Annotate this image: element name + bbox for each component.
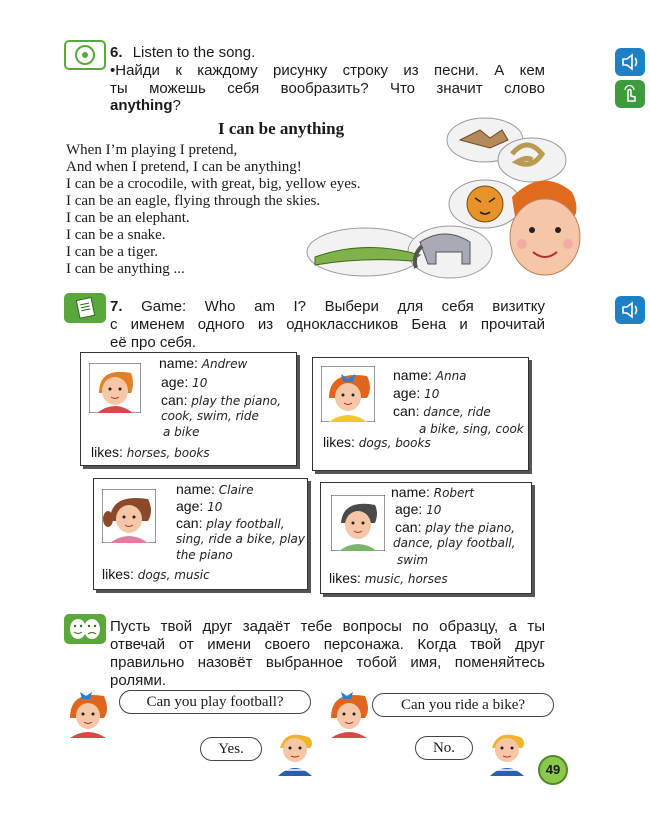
exercise-instruction: Listen to the song. xyxy=(132,44,256,61)
girl-character xyxy=(327,688,371,738)
card-can-row xyxy=(395,520,515,536)
card-can-line: a bike xyxy=(163,425,200,439)
speech-bubble-answer-1: Yes. xyxy=(200,737,262,761)
avatar xyxy=(321,366,375,422)
exercise-7-line-1 xyxy=(110,298,545,316)
speaker-icon xyxy=(615,296,645,324)
card-can-line: play the piano, xyxy=(425,521,516,535)
card-can-line: cook, swim, ride xyxy=(161,409,259,423)
business-card-robert[interactable] xyxy=(320,482,532,594)
touch-icon xyxy=(615,80,645,108)
card-likes-row xyxy=(91,445,210,461)
exercise-6-task-line-3 xyxy=(110,97,181,115)
card-name: Andrew xyxy=(201,357,248,371)
card-likes: music, horses xyxy=(364,572,448,586)
exercise-6-task-line-2 xyxy=(110,80,545,98)
card-likes-row xyxy=(329,571,448,587)
card-age-row xyxy=(161,375,207,391)
card-likes-row xyxy=(102,567,210,583)
card-can-row xyxy=(176,516,285,532)
exercise-text: Game: Who am I? Выбери для себя визитку xyxy=(141,298,545,315)
can-label: can: xyxy=(393,403,420,419)
age-label: age: xyxy=(393,385,421,401)
business-card-andrew[interactable] xyxy=(80,352,297,466)
faces-icon xyxy=(64,614,106,644)
card-name-row xyxy=(159,356,247,372)
song-line: I can be a snake. xyxy=(66,227,166,243)
name-label: name: xyxy=(159,355,198,371)
exercise-7-line-2: с именем одного из одноклассников Бена и прочитай xyxy=(110,316,545,333)
can-label: can: xyxy=(161,392,188,408)
card-age: 10 xyxy=(207,500,223,514)
boy-face xyxy=(510,199,580,275)
card-can-line: play football, xyxy=(206,517,285,531)
card-can-line: play the piano, xyxy=(191,394,282,408)
song-line: I can be anything ... xyxy=(66,261,185,277)
speech-bubble-question-2: Can you ride a bike? xyxy=(372,693,554,717)
card-likes-row xyxy=(323,435,431,451)
avatar xyxy=(102,489,156,543)
likes-label: likes: xyxy=(102,566,134,582)
cd-icon xyxy=(64,40,106,70)
pair-work-line-4: ролями. xyxy=(110,672,167,689)
card-can-line: sing, ride a bike, play xyxy=(176,532,306,546)
song-title: I can be anything xyxy=(218,119,345,138)
can-label: can: xyxy=(395,519,422,535)
song-line: I can be a crocodile, with great, big, yellow eyes. xyxy=(66,176,361,192)
card-age: 10 xyxy=(426,503,442,517)
exercise-number: 7. xyxy=(110,298,123,315)
card-name: Claire xyxy=(218,483,254,497)
likes-label: likes: xyxy=(91,444,123,460)
card-likes: dogs, music xyxy=(137,568,210,582)
touch-button[interactable] xyxy=(615,80,645,108)
song-line: I can be an eagle, flying through the skies. xyxy=(66,193,321,209)
card-age-row xyxy=(395,502,441,518)
card-age: 10 xyxy=(424,387,440,401)
card-name: Anna xyxy=(435,369,467,383)
task-text: ты можешь себя вообразить? Что значит слово xyxy=(110,80,545,97)
card-likes: dogs, books xyxy=(358,436,431,450)
avatar xyxy=(331,495,385,551)
name-label: name: xyxy=(391,484,430,500)
card-can-row xyxy=(393,404,491,420)
card-age: 10 xyxy=(192,376,208,390)
pair-work-line-2: отвечай от имени своего персонажа. Когда твой друг xyxy=(110,636,545,653)
card-can-line: a bike, sing, cook xyxy=(419,422,524,436)
card-can-row xyxy=(161,393,281,409)
tiger-icon xyxy=(467,186,503,222)
likes-label: likes: xyxy=(323,434,355,450)
speaker-button[interactable] xyxy=(615,48,645,76)
card-can-line: the piano xyxy=(176,548,233,562)
boy-character xyxy=(272,726,318,776)
card-name-row xyxy=(176,482,253,498)
card-name: Robert xyxy=(433,486,475,500)
song-line: I can be a tiger. xyxy=(66,244,159,260)
boy-character xyxy=(484,726,530,776)
card-age-row xyxy=(393,386,439,402)
book-icon xyxy=(64,293,106,323)
page-number: 49 xyxy=(538,755,568,785)
avatar xyxy=(89,363,141,413)
age-label: age: xyxy=(395,501,423,517)
pair-work-line-3: правильно назовёт выбранное тобой имя, поменяйтесь xyxy=(110,654,545,671)
card-likes: horses, books xyxy=(126,446,210,460)
card-can-line: swim xyxy=(397,553,429,567)
exercise-6-header xyxy=(110,44,550,62)
task-bold-word: anything xyxy=(110,97,173,114)
likes-label: likes: xyxy=(329,570,361,586)
pair-work-line-1: Пусть твой друг задаёт тебе вопросы по образцу, а ты xyxy=(110,618,545,635)
card-name-row xyxy=(391,485,474,501)
speech-bubble-question-1: Can you play football? xyxy=(119,690,311,714)
song-line: When I’m playing I pretend, xyxy=(66,142,238,158)
card-age-row xyxy=(176,499,222,515)
song-illustration xyxy=(300,112,600,292)
business-card-claire[interactable] xyxy=(93,478,308,590)
exercise-6-task-line-1: •Найди к каждому рисунку строку из песни. А кем xyxy=(110,62,545,79)
age-label: age: xyxy=(176,498,204,514)
girl-character xyxy=(66,688,110,738)
business-card-anna[interactable] xyxy=(312,357,529,471)
name-label: name: xyxy=(176,481,215,497)
card-can-line: dance, ride xyxy=(423,405,491,419)
speaker-button-2[interactable] xyxy=(615,296,645,324)
exercise-7-line-3: её про себя. xyxy=(110,334,197,351)
card-name-row xyxy=(393,368,467,384)
age-label: age: xyxy=(161,374,189,390)
song-line: And when I pretend, I can be anything! xyxy=(66,159,302,175)
task-end: ? xyxy=(172,97,181,114)
card-can-line: dance, play football, xyxy=(393,536,516,550)
speech-bubble-answer-2: No. xyxy=(415,736,473,760)
can-label: can: xyxy=(176,515,203,531)
exercise-number: 6. xyxy=(110,44,123,61)
name-label: name: xyxy=(393,367,432,383)
speaker-icon xyxy=(615,48,645,76)
song-line: I can be an elephant. xyxy=(66,210,190,226)
